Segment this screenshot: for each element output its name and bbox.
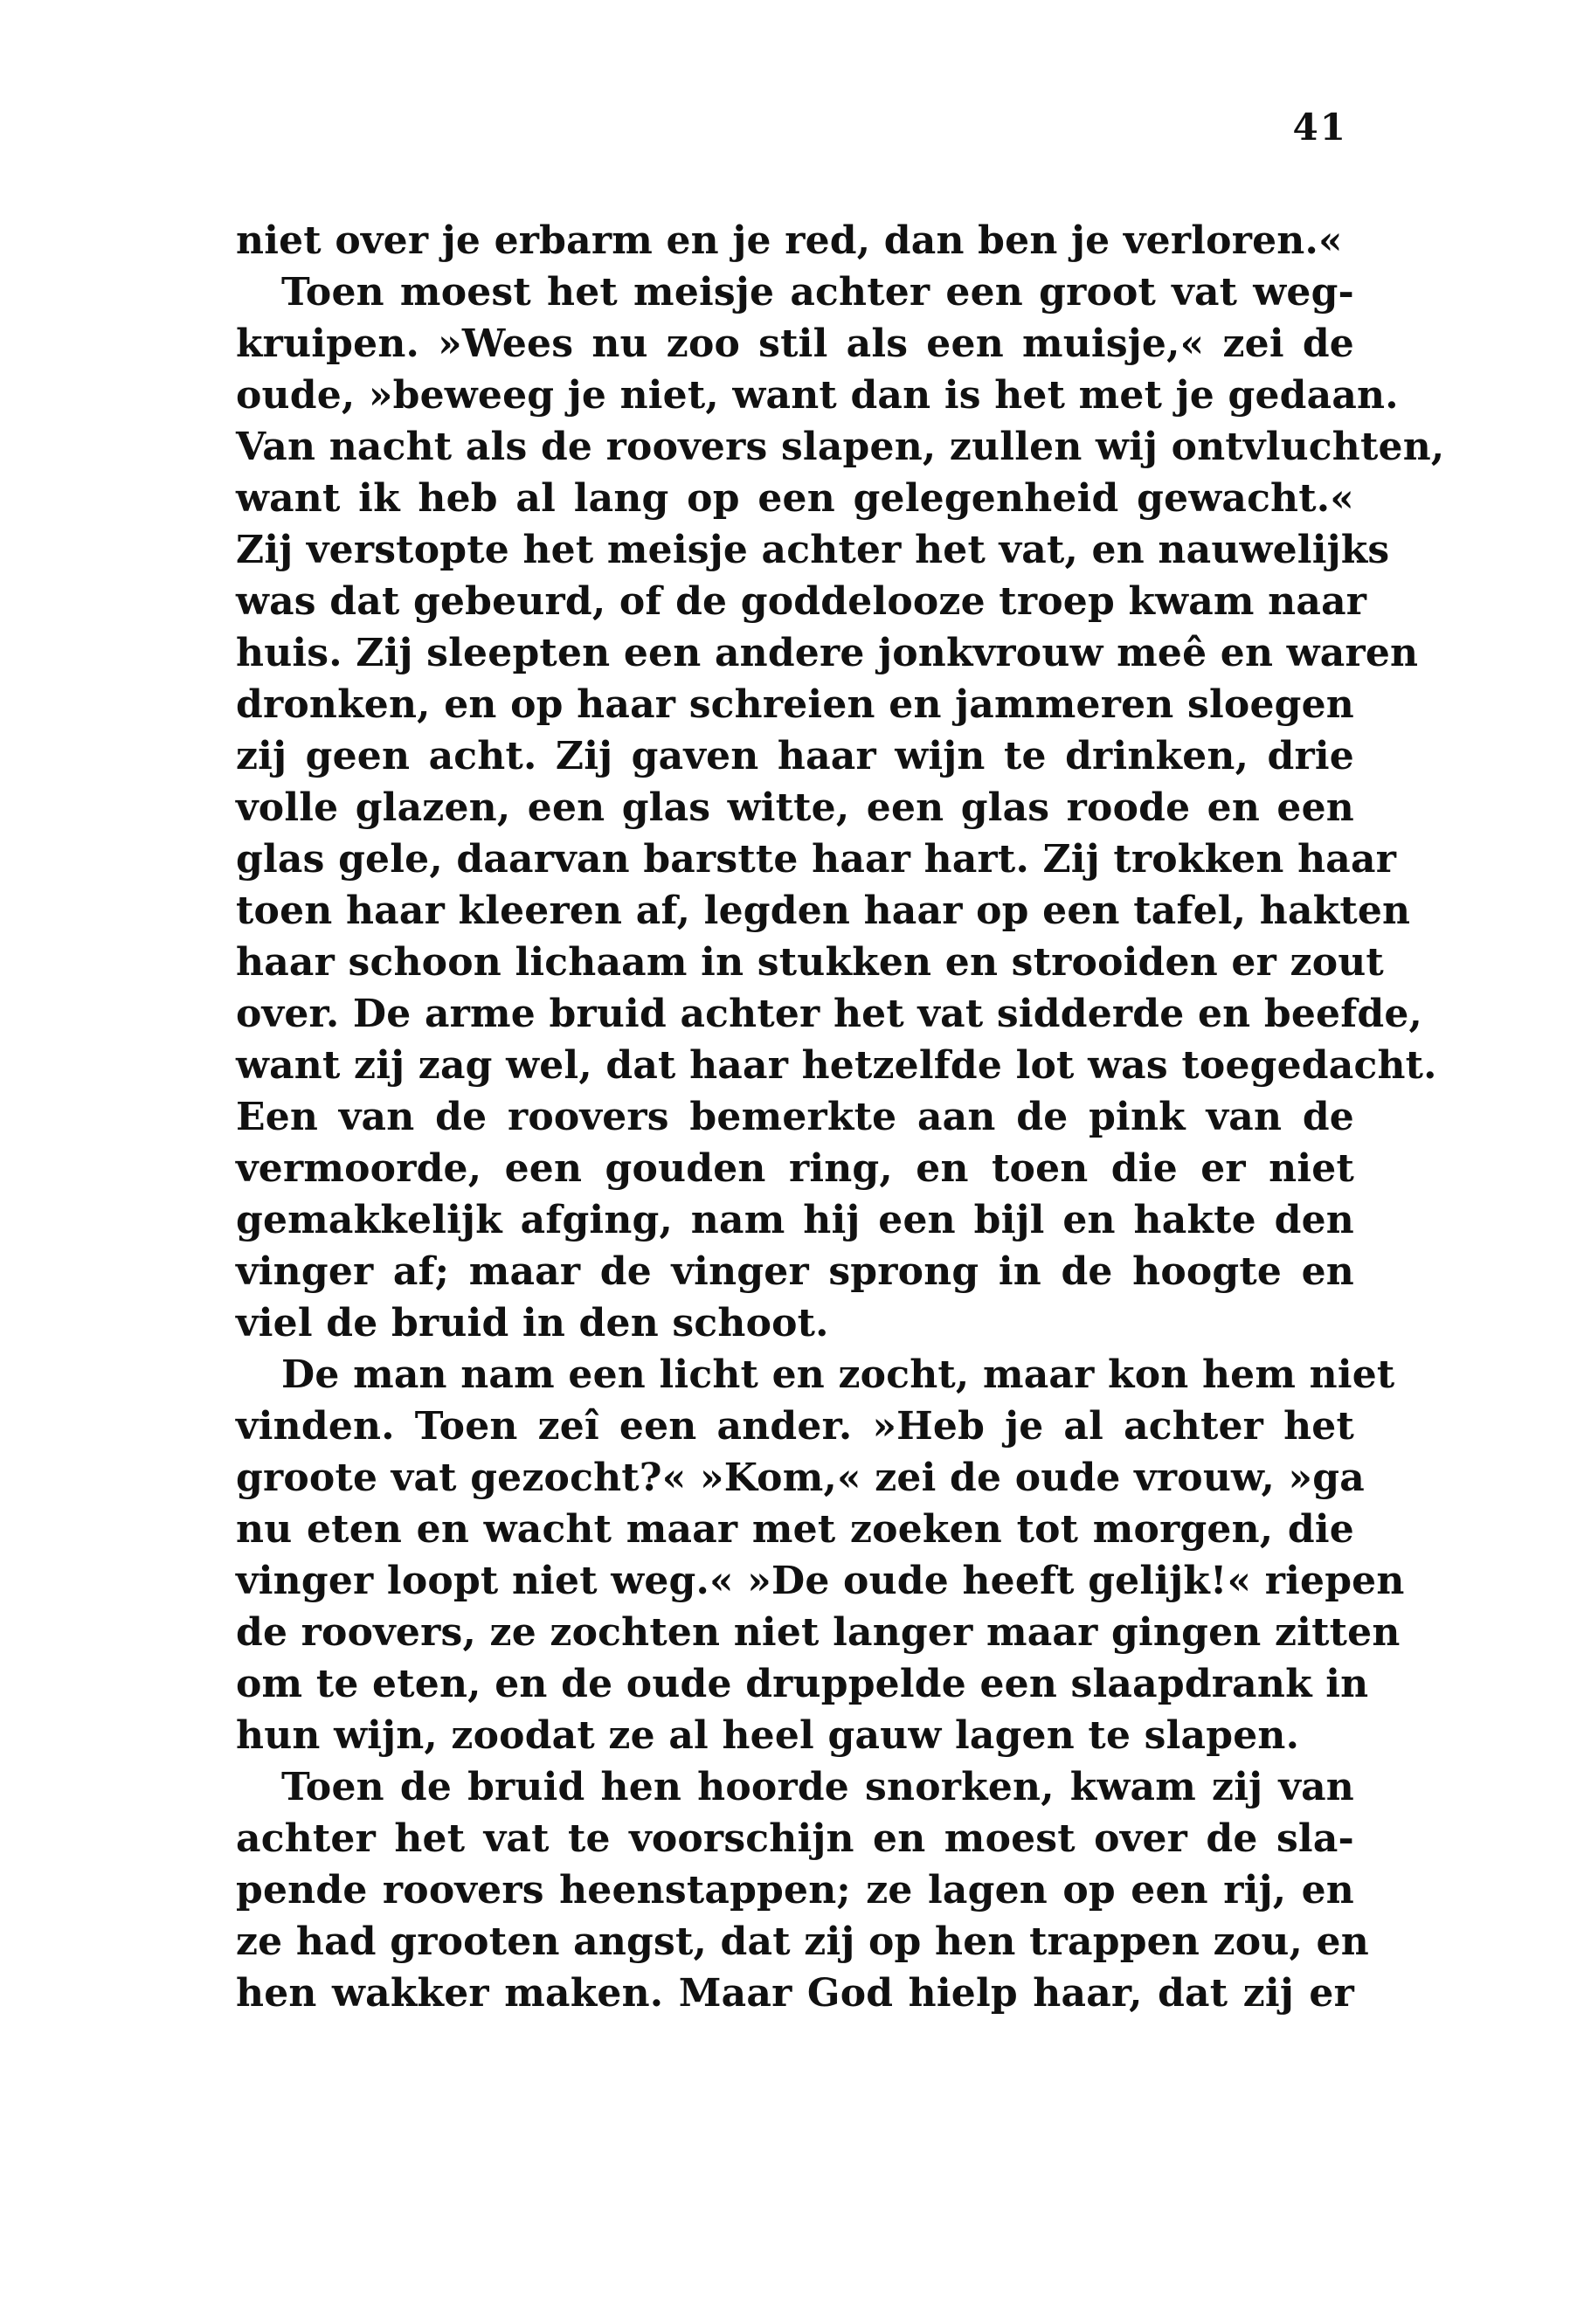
text-line: Van nacht als de roovers slapen, zullen wij ontvluchten, <box>236 425 1445 469</box>
text-line: groote vat gezocht?« »Kom,« zei de oude vrouw, »ga <box>236 1456 1365 1500</box>
text-line: pende roovers heenstappen; ze lagen op een rij, en <box>236 1868 1354 1912</box>
text-line: was dat gebeurd, of de goddelooze troep kwam naar <box>236 579 1367 624</box>
text-line: ze had grooten angst, dat zij op hen trappen zou, en <box>236 1919 1369 1964</box>
text-line: vinden. Toen zeî een ander. »Heb je al achter het <box>236 1404 1354 1449</box>
text-line: volle glazen, een glas witte, een glas roode en een <box>236 785 1354 830</box>
body-text <box>236 215 1445 2019</box>
text-line: kruipen. »Wees nu zoo stil als een muisje,« zei de <box>236 322 1354 366</box>
page-number: 41 <box>1292 106 1347 149</box>
text-line: hen wakker maken. Maar God hielp haar, dat zij er <box>236 1971 1354 2016</box>
text-line: gemakkelijk afging, nam hij een bijl en hakte den <box>236 1198 1354 1242</box>
text-line: nu eten en wacht maar met zoeken tot morgen, die <box>236 1507 1354 1552</box>
text-line: achter het vat te voorschijn en moest over de sla- <box>236 1816 1354 1861</box>
text-line: de roovers, ze zochten niet langer maar gingen zitten <box>236 1610 1401 1655</box>
text-line: De man nam een licht en zocht, maar kon hem niet <box>281 1352 1395 1397</box>
text-line: Een van de roovers bemerkte aan de pink van de <box>236 1095 1354 1139</box>
text-line: huis. Zij sleepten een andere jonkvrouw meê en waren <box>236 631 1419 675</box>
text-line: glas gele, daarvan barstte haar hart. Zij trokken haar <box>236 837 1397 882</box>
text-line: zij geen acht. Zij gaven haar wijn te drinken, drie <box>236 734 1354 778</box>
paragraph-2 <box>236 266 1445 1349</box>
text-line: niet over je erbarm en je red, dan ben je verloren.« <box>236 218 1343 263</box>
text-line: hun wijn, zoodat ze al heel gauw lagen te slapen. <box>236 1713 1300 1758</box>
text-line: oude, »beweeg je niet, want dan is het met je gedaan. <box>236 373 1399 418</box>
text-line: Toen moest het meisje achter een groot vat weg- <box>281 270 1354 315</box>
text-line: Zij verstopte het meisje achter het vat, en nauwelijks <box>236 528 1390 572</box>
text-line: dronken, en op haar schreien en jammeren sloegen <box>236 682 1354 727</box>
text-line: viel de bruid in den schoot. <box>236 1301 829 1345</box>
paragraph-4 <box>236 1761 1369 2019</box>
text-line: Toen de bruid hen hoorde snorken, kwam zij van <box>281 1765 1354 1809</box>
text-line: haar schoon lichaam in stukken en strooiden er zout <box>236 940 1384 985</box>
text-line: want zij zag wel, dat haar hetzelfde lot was toegedacht. <box>236 1043 1437 1088</box>
text-line: vermoorde, een gouden ring, en toen die er niet <box>236 1146 1354 1191</box>
text-line: om te eten, en de oude druppelde een slaapdrank in <box>236 1662 1369 1706</box>
paragraph-1 <box>236 215 1354 266</box>
text-line: want ik heb al lang op een gelegenheid gewacht.« <box>236 476 1354 521</box>
text-line: over. De arme bruid achter het vat sidderde en beefde, <box>236 992 1423 1036</box>
text-line: vinger af; maar de vinger sprong in de hoogte en <box>236 1249 1354 1294</box>
text-line: toen haar kleeren af, legden haar op een tafel, hakten <box>236 889 1411 933</box>
paragraph-3 <box>236 1349 1405 1761</box>
text-line: vinger loopt niet weg.« »De oude heeft gelijk!« riepen <box>236 1559 1405 1603</box>
